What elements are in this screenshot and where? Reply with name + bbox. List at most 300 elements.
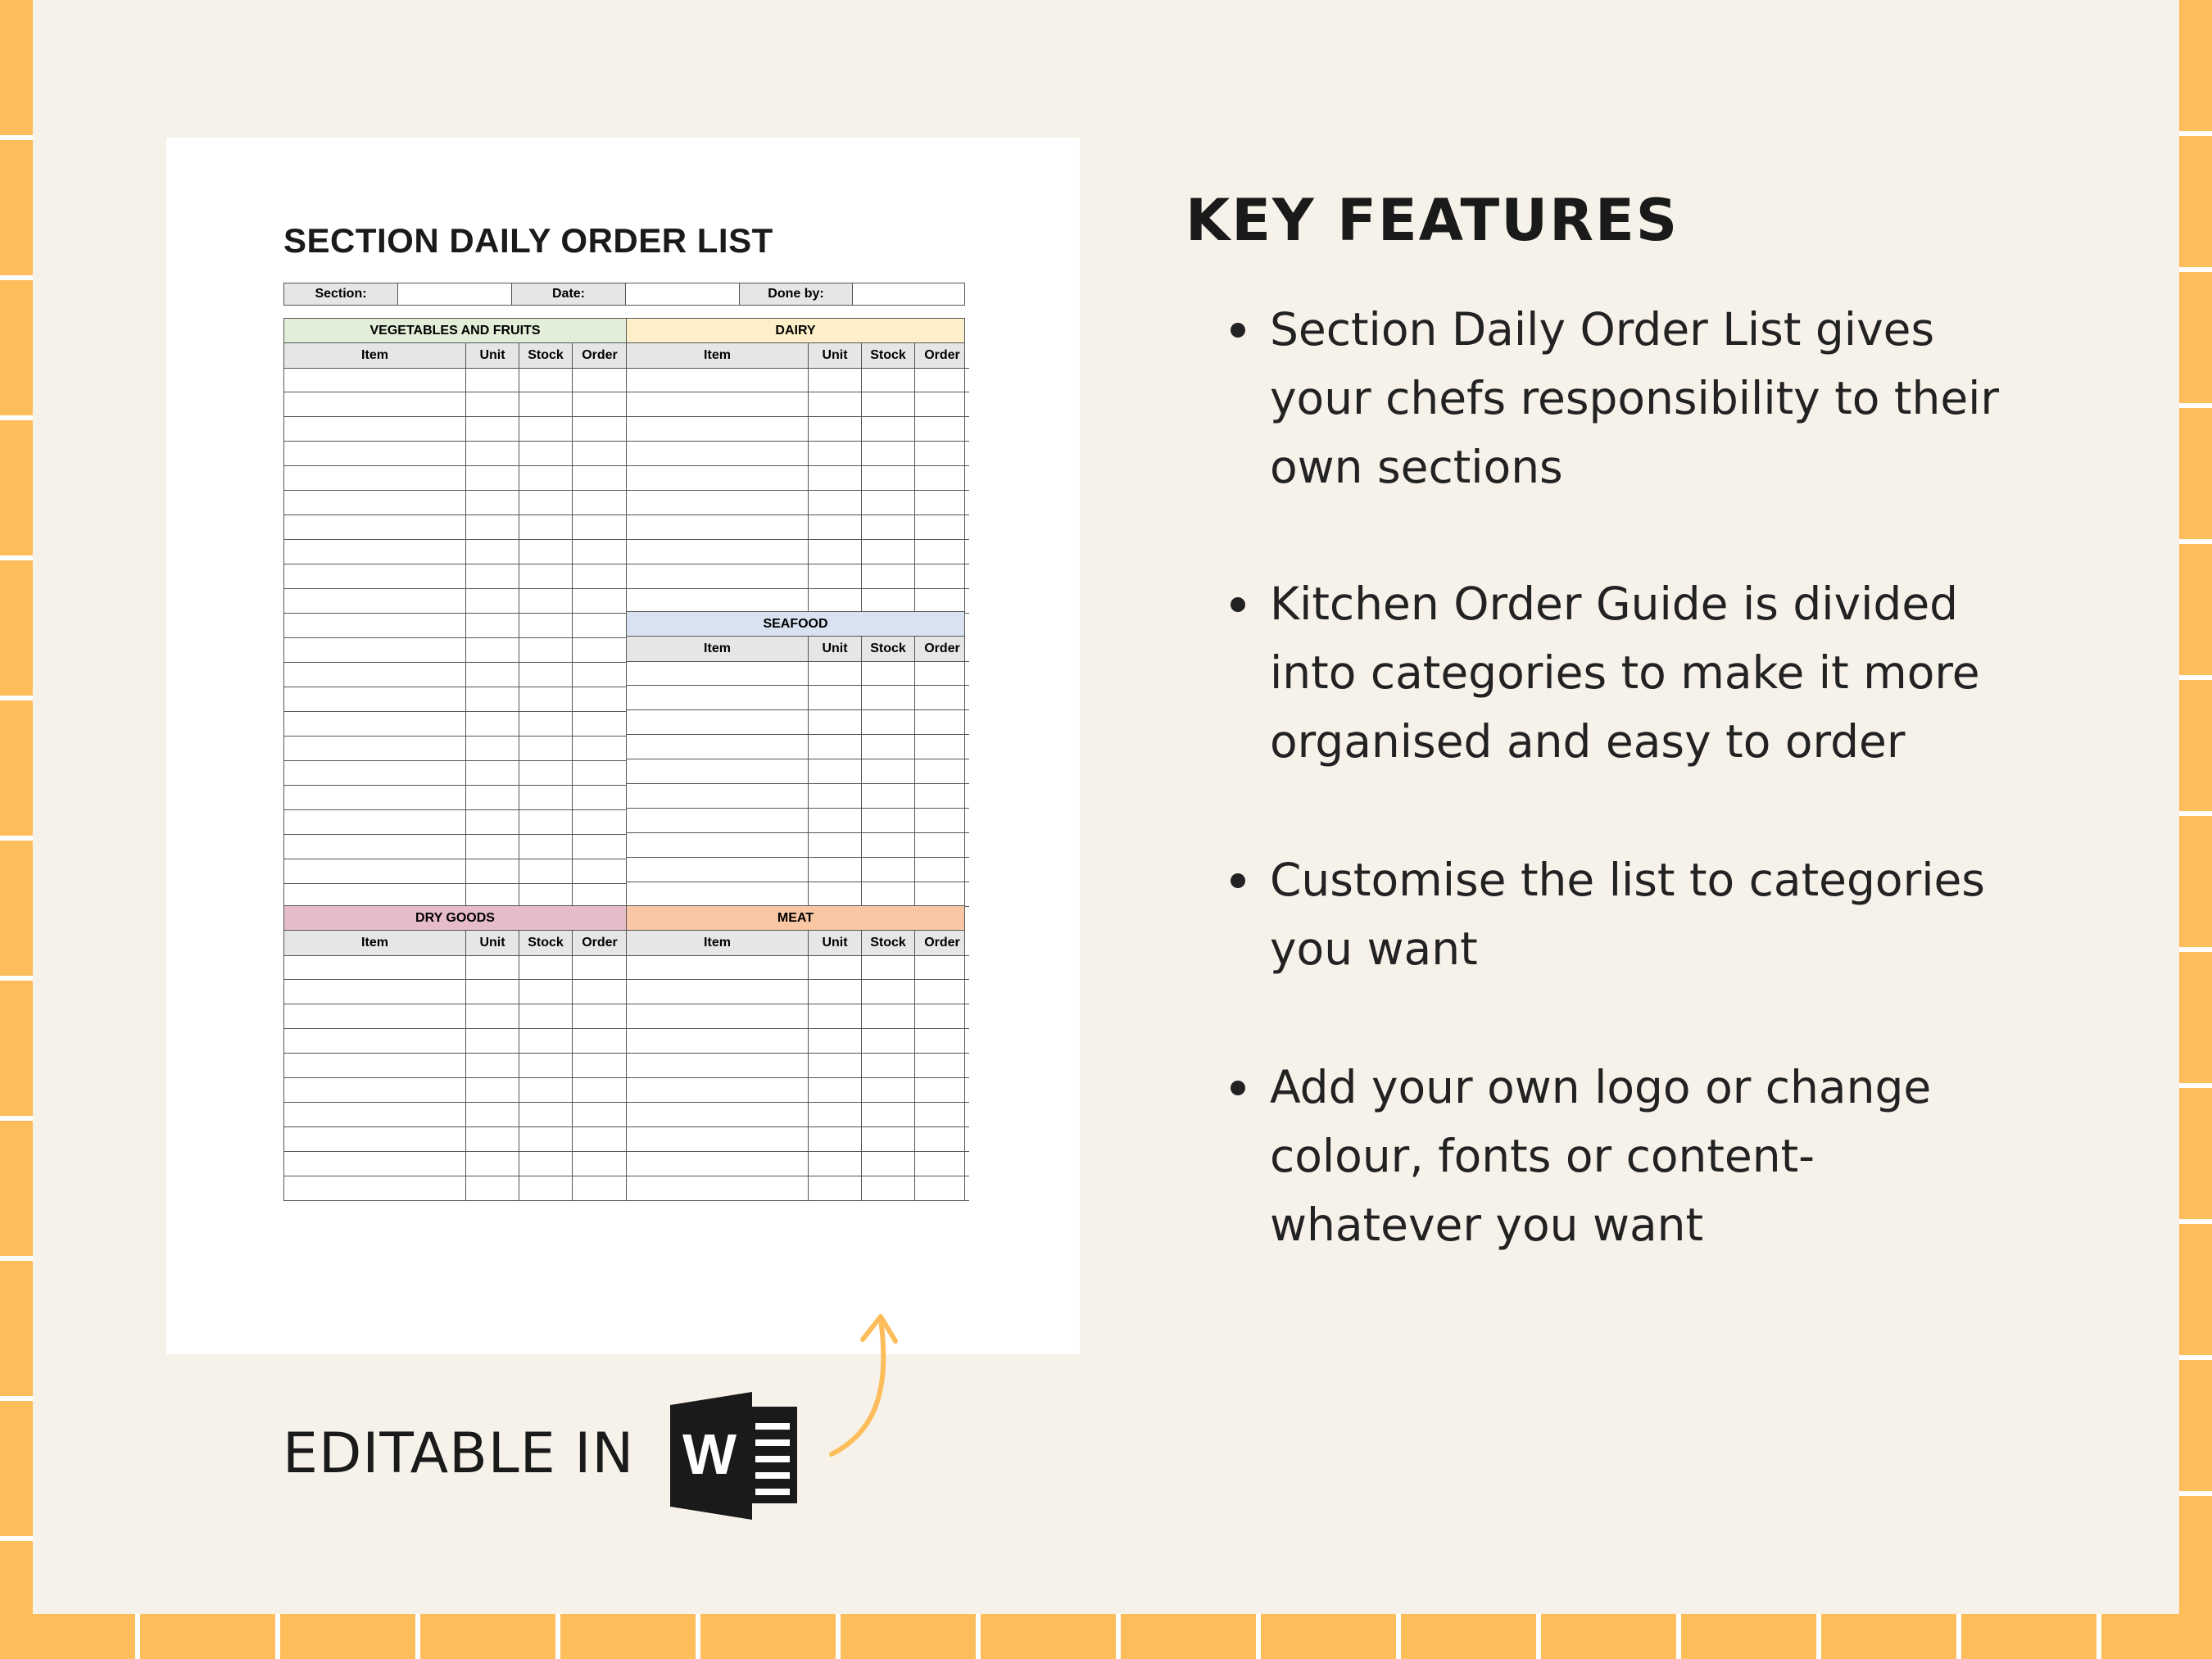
table-cell-order[interactable]: [573, 417, 627, 442]
table-cell-stock[interactable]: [519, 417, 573, 442]
table-cell-order[interactable]: [915, 1054, 969, 1078]
column-header-item: Item: [627, 931, 809, 956]
table-cell-item[interactable]: [284, 540, 466, 564]
table-cell-unit[interactable]: [466, 638, 519, 663]
table-cell-order[interactable]: [915, 858, 969, 882]
table-cell-stock[interactable]: [519, 466, 573, 491]
table-cell-unit[interactable]: [466, 466, 519, 491]
table-cell-stock[interactable]: [862, 564, 915, 589]
table-cell-order[interactable]: [573, 687, 627, 712]
table-cell-stock[interactable]: [862, 1004, 915, 1029]
table-cell-stock[interactable]: [862, 540, 915, 564]
table-cell-item[interactable]: [627, 686, 809, 710]
table-cell-unit[interactable]: [466, 1127, 519, 1152]
table-cell-item[interactable]: [284, 810, 466, 835]
column-header-stock: Stock: [862, 931, 915, 956]
table-cell-order[interactable]: [915, 882, 969, 907]
table-cell-stock[interactable]: [862, 784, 915, 809]
column-header-order: Order: [573, 931, 627, 956]
column-header-row: [284, 343, 626, 368]
table-cell-stock[interactable]: [519, 589, 573, 614]
table-cell-stock[interactable]: [862, 833, 915, 858]
table-cell-stock[interactable]: [519, 442, 573, 466]
table-cell-item[interactable]: [284, 392, 466, 417]
table-cell-stock[interactable]: [862, 491, 915, 515]
feature-line: you want: [1270, 922, 1478, 975]
table-cell-stock[interactable]: [862, 1127, 915, 1152]
table-cell-order[interactable]: [915, 955, 969, 980]
table-cell-unit[interactable]: [466, 1103, 519, 1127]
table-cell-order[interactable]: [573, 1029, 627, 1054]
column-header-order: Order: [573, 343, 627, 369]
table-cell-stock[interactable]: [862, 1054, 915, 1078]
table-cell-item[interactable]: [284, 761, 466, 786]
table-rows: [284, 955, 626, 1201]
dairy-section: [626, 318, 965, 614]
table-cell-unit[interactable]: [466, 442, 519, 466]
table-cell-order[interactable]: [915, 710, 969, 735]
section-title: SEAFOOD: [627, 612, 964, 637]
feature-line: into categories to make it more: [1270, 646, 1980, 699]
table-cell-unit[interactable]: [466, 687, 519, 712]
table-cell-order[interactable]: [915, 564, 969, 589]
table-cell-unit[interactable]: [466, 810, 519, 835]
table-cell-unit[interactable]: [809, 980, 862, 1004]
table-cell-order[interactable]: [915, 491, 969, 515]
table-cell-item[interactable]: [284, 980, 466, 1004]
table-cell-stock[interactable]: [519, 761, 573, 786]
table-cell-unit[interactable]: [809, 1004, 862, 1029]
column-header-unit: Unit: [809, 343, 862, 369]
column-header-stock: Stock: [519, 931, 573, 956]
table-cell-unit[interactable]: [466, 786, 519, 810]
table-cell-order[interactable]: [915, 980, 969, 1004]
table-cell-stock[interactable]: [862, 882, 915, 907]
table-cell-stock[interactable]: [862, 1103, 915, 1127]
table-cell-item[interactable]: [627, 1127, 809, 1152]
table-cell-unit[interactable]: [466, 589, 519, 614]
table-cell-order[interactable]: [915, 833, 969, 858]
table-cell-order[interactable]: [573, 1004, 627, 1029]
section-title: DRY GOODS: [284, 906, 626, 931]
table-cell-item[interactable]: [284, 955, 466, 980]
table-cell-order[interactable]: [573, 663, 627, 687]
table-cell-stock[interactable]: [862, 735, 915, 759]
table-cell-order[interactable]: [915, 661, 969, 686]
table-cell-unit[interactable]: [466, 368, 519, 392]
table-cell-item[interactable]: [284, 1029, 466, 1054]
table-cell-item[interactable]: [627, 759, 809, 784]
table-cell-order[interactable]: [915, 1078, 969, 1103]
table-cell-item[interactable]: [284, 442, 466, 466]
table-cell-order[interactable]: [573, 1176, 627, 1201]
table-cell-stock[interactable]: [862, 368, 915, 392]
section-title: MEAT: [627, 906, 964, 931]
table-cell-order[interactable]: [573, 564, 627, 589]
table-cell-unit[interactable]: [466, 712, 519, 737]
table-cell-item[interactable]: [627, 661, 809, 686]
table-cell-stock[interactable]: [519, 980, 573, 1004]
table-cell-stock[interactable]: [862, 515, 915, 540]
date-field[interactable]: [626, 283, 740, 305]
table-cell-unit[interactable]: [809, 1176, 862, 1201]
table-cell-stock[interactable]: [519, 1004, 573, 1029]
dry-goods-section: [283, 905, 627, 1201]
table-cell-item[interactable]: [627, 466, 809, 491]
column-header-row: [284, 931, 626, 955]
table-cell-item[interactable]: [284, 859, 466, 884]
table-cell-order[interactable]: [915, 1176, 969, 1201]
column-header-row: [627, 343, 964, 368]
table-cell-stock[interactable]: [519, 687, 573, 712]
table-cell-unit[interactable]: [466, 1054, 519, 1078]
table-cell-item[interactable]: [627, 1029, 809, 1054]
tile-border-bottom: [0, 1614, 2212, 1659]
table-rows: [627, 661, 964, 907]
table-cell-item[interactable]: [284, 663, 466, 687]
table-cell-order[interactable]: [915, 735, 969, 759]
table-cell-unit[interactable]: [466, 980, 519, 1004]
table-cell-item[interactable]: [284, 1176, 466, 1201]
table-cell-stock[interactable]: [519, 368, 573, 392]
column-header-stock: Stock: [519, 343, 573, 369]
table-cell-stock[interactable]: [519, 955, 573, 980]
table-cell-order[interactable]: [915, 809, 969, 833]
table-cell-order[interactable]: [573, 368, 627, 392]
table-cell-stock[interactable]: [519, 1103, 573, 1127]
feature-line: Add your own logo or change: [1270, 1061, 1932, 1113]
table-cell-item[interactable]: [284, 1078, 466, 1103]
table-cell-unit[interactable]: [466, 859, 519, 884]
table-cell-item[interactable]: [627, 515, 809, 540]
table-cell-order[interactable]: [573, 761, 627, 786]
table-cell-unit[interactable]: [809, 564, 862, 589]
table-cell-unit[interactable]: [466, 1004, 519, 1029]
table-cell-order[interactable]: [573, 614, 627, 638]
table-cell-stock[interactable]: [519, 859, 573, 884]
table-cell-order[interactable]: [573, 1152, 627, 1176]
table-cell-unit[interactable]: [809, 1054, 862, 1078]
table-cell-unit[interactable]: [466, 1078, 519, 1103]
table-cell-order[interactable]: [573, 955, 627, 980]
table-cell-stock[interactable]: [862, 955, 915, 980]
table-cell-order[interactable]: [915, 1029, 969, 1054]
table-cell-item[interactable]: [284, 368, 466, 392]
table-cell-item[interactable]: [627, 368, 809, 392]
table-cell-order[interactable]: [915, 784, 969, 809]
table-cell-order[interactable]: [915, 515, 969, 540]
table-cell-item[interactable]: [627, 442, 809, 466]
table-cell-stock[interactable]: [862, 466, 915, 491]
table-cell-stock[interactable]: [862, 809, 915, 833]
table-cell-unit[interactable]: [466, 417, 519, 442]
table-cell-unit[interactable]: [809, 661, 862, 686]
table-cell-order[interactable]: [915, 368, 969, 392]
table-cell-order[interactable]: [573, 786, 627, 810]
document-title: SECTION DAILY ORDER LIST: [283, 221, 773, 260]
table-cell-unit[interactable]: [466, 614, 519, 638]
table-cell-item[interactable]: [284, 515, 466, 540]
table-cell-unit[interactable]: [809, 392, 862, 417]
section-title: VEGETABLES AND FRUITS: [284, 319, 626, 343]
table-cell-order[interactable]: [573, 859, 627, 884]
bullet-icon: [1231, 873, 1245, 888]
table-cell-stock[interactable]: [519, 540, 573, 564]
column-header-row: [627, 931, 964, 955]
column-header-item: Item: [284, 343, 466, 369]
table-cell-stock[interactable]: [862, 392, 915, 417]
table-cell-unit[interactable]: [466, 491, 519, 515]
table-cell-unit[interactable]: [809, 417, 862, 442]
table-cell-item[interactable]: [284, 589, 466, 614]
column-header-item: Item: [627, 637, 809, 662]
table-cell-order[interactable]: [915, 1004, 969, 1029]
table-cell-stock[interactable]: [519, 1152, 573, 1176]
table-cell-item[interactable]: [627, 1176, 809, 1201]
table-cell-order[interactable]: [915, 417, 969, 442]
table-cell-order[interactable]: [573, 810, 627, 835]
table-cell-order[interactable]: [573, 442, 627, 466]
table-cell-unit[interactable]: [466, 1176, 519, 1201]
editable-in-label: EDITABLE IN: [283, 1421, 635, 1486]
table-cell-item[interactable]: [627, 589, 809, 614]
table-cell-unit[interactable]: [809, 735, 862, 759]
table-cell-stock[interactable]: [862, 710, 915, 735]
table-cell-stock[interactable]: [519, 786, 573, 810]
table-cell-unit[interactable]: [466, 515, 519, 540]
table-cell-stock[interactable]: [519, 737, 573, 761]
table-cell-stock[interactable]: [519, 1029, 573, 1054]
table-cell-order[interactable]: [573, 1054, 627, 1078]
table-cell-unit[interactable]: [809, 442, 862, 466]
table-cell-unit[interactable]: [466, 761, 519, 786]
table-cell-order[interactable]: [573, 737, 627, 761]
table-cell-stock[interactable]: [519, 712, 573, 737]
table-cell-unit[interactable]: [809, 955, 862, 980]
table-cell-stock[interactable]: [519, 1078, 573, 1103]
table-cell-order[interactable]: [915, 1127, 969, 1152]
column-header-order: Order: [915, 637, 969, 662]
table-cell-item[interactable]: [627, 1054, 809, 1078]
table-cell-unit[interactable]: [809, 882, 862, 907]
table-cell-item[interactable]: [627, 1004, 809, 1029]
table-cell-order[interactable]: [573, 1078, 627, 1103]
table-cell-item[interactable]: [284, 687, 466, 712]
table-cell-item[interactable]: [627, 491, 809, 515]
table-cell-order[interactable]: [573, 491, 627, 515]
table-cell-unit[interactable]: [809, 1152, 862, 1176]
table-cell-item[interactable]: [284, 737, 466, 761]
table-cell-stock[interactable]: [519, 638, 573, 663]
table-cell-unit[interactable]: [809, 1078, 862, 1103]
feature-line: own sections: [1270, 441, 1563, 493]
table-cell-item[interactable]: [627, 980, 809, 1004]
table-cell-stock[interactable]: [862, 589, 915, 614]
done-by-label: Done by:: [740, 283, 853, 305]
table-cell-order[interactable]: [915, 392, 969, 417]
column-header-stock: Stock: [862, 343, 915, 369]
table-cell-stock[interactable]: [519, 1054, 573, 1078]
bullet-icon: [1231, 1081, 1245, 1095]
table-cell-order[interactable]: [915, 442, 969, 466]
table-cell-item[interactable]: [627, 392, 809, 417]
table-rows: [627, 368, 964, 614]
feature-item: [1270, 295, 2089, 501]
table-cell-stock[interactable]: [519, 614, 573, 638]
table-cell-unit[interactable]: [809, 540, 862, 564]
table-cell-order[interactable]: [573, 589, 627, 614]
table-cell-item[interactable]: [284, 786, 466, 810]
table-cell-stock[interactable]: [862, 1176, 915, 1201]
table-cell-stock[interactable]: [862, 980, 915, 1004]
table-cell-order[interactable]: [915, 540, 969, 564]
table-cell-order[interactable]: [573, 540, 627, 564]
table-cell-stock[interactable]: [862, 858, 915, 882]
table-cell-stock[interactable]: [862, 1152, 915, 1176]
table-cell-item[interactable]: [284, 638, 466, 663]
table-cell-unit[interactable]: [809, 466, 862, 491]
table-cell-unit[interactable]: [809, 1029, 862, 1054]
feature-item: [1270, 845, 2089, 983]
table-cell-stock[interactable]: [519, 1127, 573, 1152]
word-icon-letter: W: [682, 1422, 737, 1486]
section-field[interactable]: [398, 283, 512, 305]
table-cell-unit[interactable]: [466, 663, 519, 687]
table-cell-order[interactable]: [573, 1103, 627, 1127]
table-cell-item[interactable]: [284, 835, 466, 859]
table-cell-order[interactable]: [573, 712, 627, 737]
table-cell-item[interactable]: [284, 614, 466, 638]
vegetables-section: [283, 318, 627, 909]
table-cell-stock[interactable]: [862, 1078, 915, 1103]
table-cell-stock[interactable]: [519, 835, 573, 859]
table-cell-unit[interactable]: [809, 1103, 862, 1127]
table-cell-unit[interactable]: [809, 589, 862, 614]
table-cell-item[interactable]: [284, 1127, 466, 1152]
table-cell-item[interactable]: [284, 466, 466, 491]
table-cell-unit[interactable]: [809, 858, 862, 882]
table-cell-item[interactable]: [627, 882, 809, 907]
table-cell-order[interactable]: [915, 589, 969, 614]
bullet-icon: [1231, 597, 1245, 612]
document-preview: [166, 138, 1080, 1354]
table-cell-order[interactable]: [915, 686, 969, 710]
table-cell-item[interactable]: [627, 858, 809, 882]
table-cell-unit[interactable]: [809, 759, 862, 784]
table-cell-item[interactable]: [284, 1103, 466, 1127]
table-cell-order[interactable]: [573, 835, 627, 859]
table-cell-item[interactable]: [284, 564, 466, 589]
table-cell-item[interactable]: [627, 809, 809, 833]
table-cell-item[interactable]: [284, 1152, 466, 1176]
table-cell-unit[interactable]: [466, 737, 519, 761]
table-cell-item[interactable]: [627, 540, 809, 564]
table-cell-order[interactable]: [573, 515, 627, 540]
table-cell-order[interactable]: [573, 638, 627, 663]
column-header-unit: Unit: [809, 931, 862, 956]
table-cell-unit[interactable]: [809, 491, 862, 515]
table-cell-stock[interactable]: [519, 392, 573, 417]
table-cell-order[interactable]: [573, 980, 627, 1004]
table-cell-unit[interactable]: [809, 686, 862, 710]
table-cell-unit[interactable]: [809, 784, 862, 809]
table-cell-unit[interactable]: [466, 835, 519, 859]
table-cell-item[interactable]: [627, 735, 809, 759]
table-cell-unit[interactable]: [466, 955, 519, 980]
table-cell-item[interactable]: [627, 417, 809, 442]
table-cell-unit[interactable]: [466, 540, 519, 564]
done-by-field[interactable]: [853, 283, 966, 305]
table-cell-stock[interactable]: [519, 663, 573, 687]
table-cell-unit[interactable]: [809, 833, 862, 858]
table-cell-stock[interactable]: [862, 686, 915, 710]
table-cell-stock[interactable]: [519, 564, 573, 589]
table-cell-item[interactable]: [627, 955, 809, 980]
table-cell-unit[interactable]: [809, 1127, 862, 1152]
table-cell-stock[interactable]: [862, 759, 915, 784]
table-cell-stock[interactable]: [519, 515, 573, 540]
table-cell-unit[interactable]: [809, 515, 862, 540]
table-cell-item[interactable]: [284, 417, 466, 442]
table-cell-unit[interactable]: [809, 809, 862, 833]
feature-line: Section Daily Order List gives: [1270, 303, 1935, 356]
column-header-unit: Unit: [466, 343, 519, 369]
feature-item: [1270, 1053, 2089, 1259]
table-cell-stock[interactable]: [519, 491, 573, 515]
table-cell-unit[interactable]: [466, 392, 519, 417]
curved-arrow-icon: [823, 1307, 930, 1462]
column-header-unit: Unit: [809, 637, 862, 662]
info-row: [283, 283, 965, 306]
table-cell-order[interactable]: [915, 466, 969, 491]
table-cell-unit[interactable]: [809, 368, 862, 392]
table-cell-order[interactable]: [915, 1152, 969, 1176]
table-cell-order[interactable]: [915, 759, 969, 784]
table-cell-item[interactable]: [284, 1004, 466, 1029]
date-label: Date:: [512, 283, 626, 305]
meat-section: [626, 905, 965, 1201]
word-icon: [670, 1390, 801, 1521]
table-cell-order[interactable]: [573, 392, 627, 417]
table-cell-item[interactable]: [627, 833, 809, 858]
table-cell-item[interactable]: [627, 1152, 809, 1176]
feature-line: colour, fonts or content-: [1270, 1130, 1815, 1182]
table-cell-stock[interactable]: [862, 417, 915, 442]
table-cell-item[interactable]: [284, 1054, 466, 1078]
table-rows: [284, 368, 626, 909]
table-cell-order[interactable]: [573, 466, 627, 491]
table-cell-item[interactable]: [284, 712, 466, 737]
table-cell-item[interactable]: [284, 491, 466, 515]
table-cell-stock[interactable]: [862, 661, 915, 686]
key-features-title: KEY FEATURES: [1185, 187, 1679, 254]
table-cell-item[interactable]: [627, 784, 809, 809]
table-cell-item[interactable]: [627, 710, 809, 735]
table-cell-stock[interactable]: [862, 442, 915, 466]
table-cell-order[interactable]: [915, 1103, 969, 1127]
table-cell-stock[interactable]: [519, 1176, 573, 1201]
table-cell-unit[interactable]: [466, 1029, 519, 1054]
table-cell-unit[interactable]: [809, 710, 862, 735]
table-cell-stock[interactable]: [862, 1029, 915, 1054]
table-cell-order[interactable]: [573, 1127, 627, 1152]
table-cell-unit[interactable]: [466, 564, 519, 589]
table-cell-item[interactable]: [627, 564, 809, 589]
table-cell-stock[interactable]: [519, 810, 573, 835]
table-cell-unit[interactable]: [466, 1152, 519, 1176]
table-cell-item[interactable]: [627, 1078, 809, 1103]
table-cell-item[interactable]: [627, 1103, 809, 1127]
